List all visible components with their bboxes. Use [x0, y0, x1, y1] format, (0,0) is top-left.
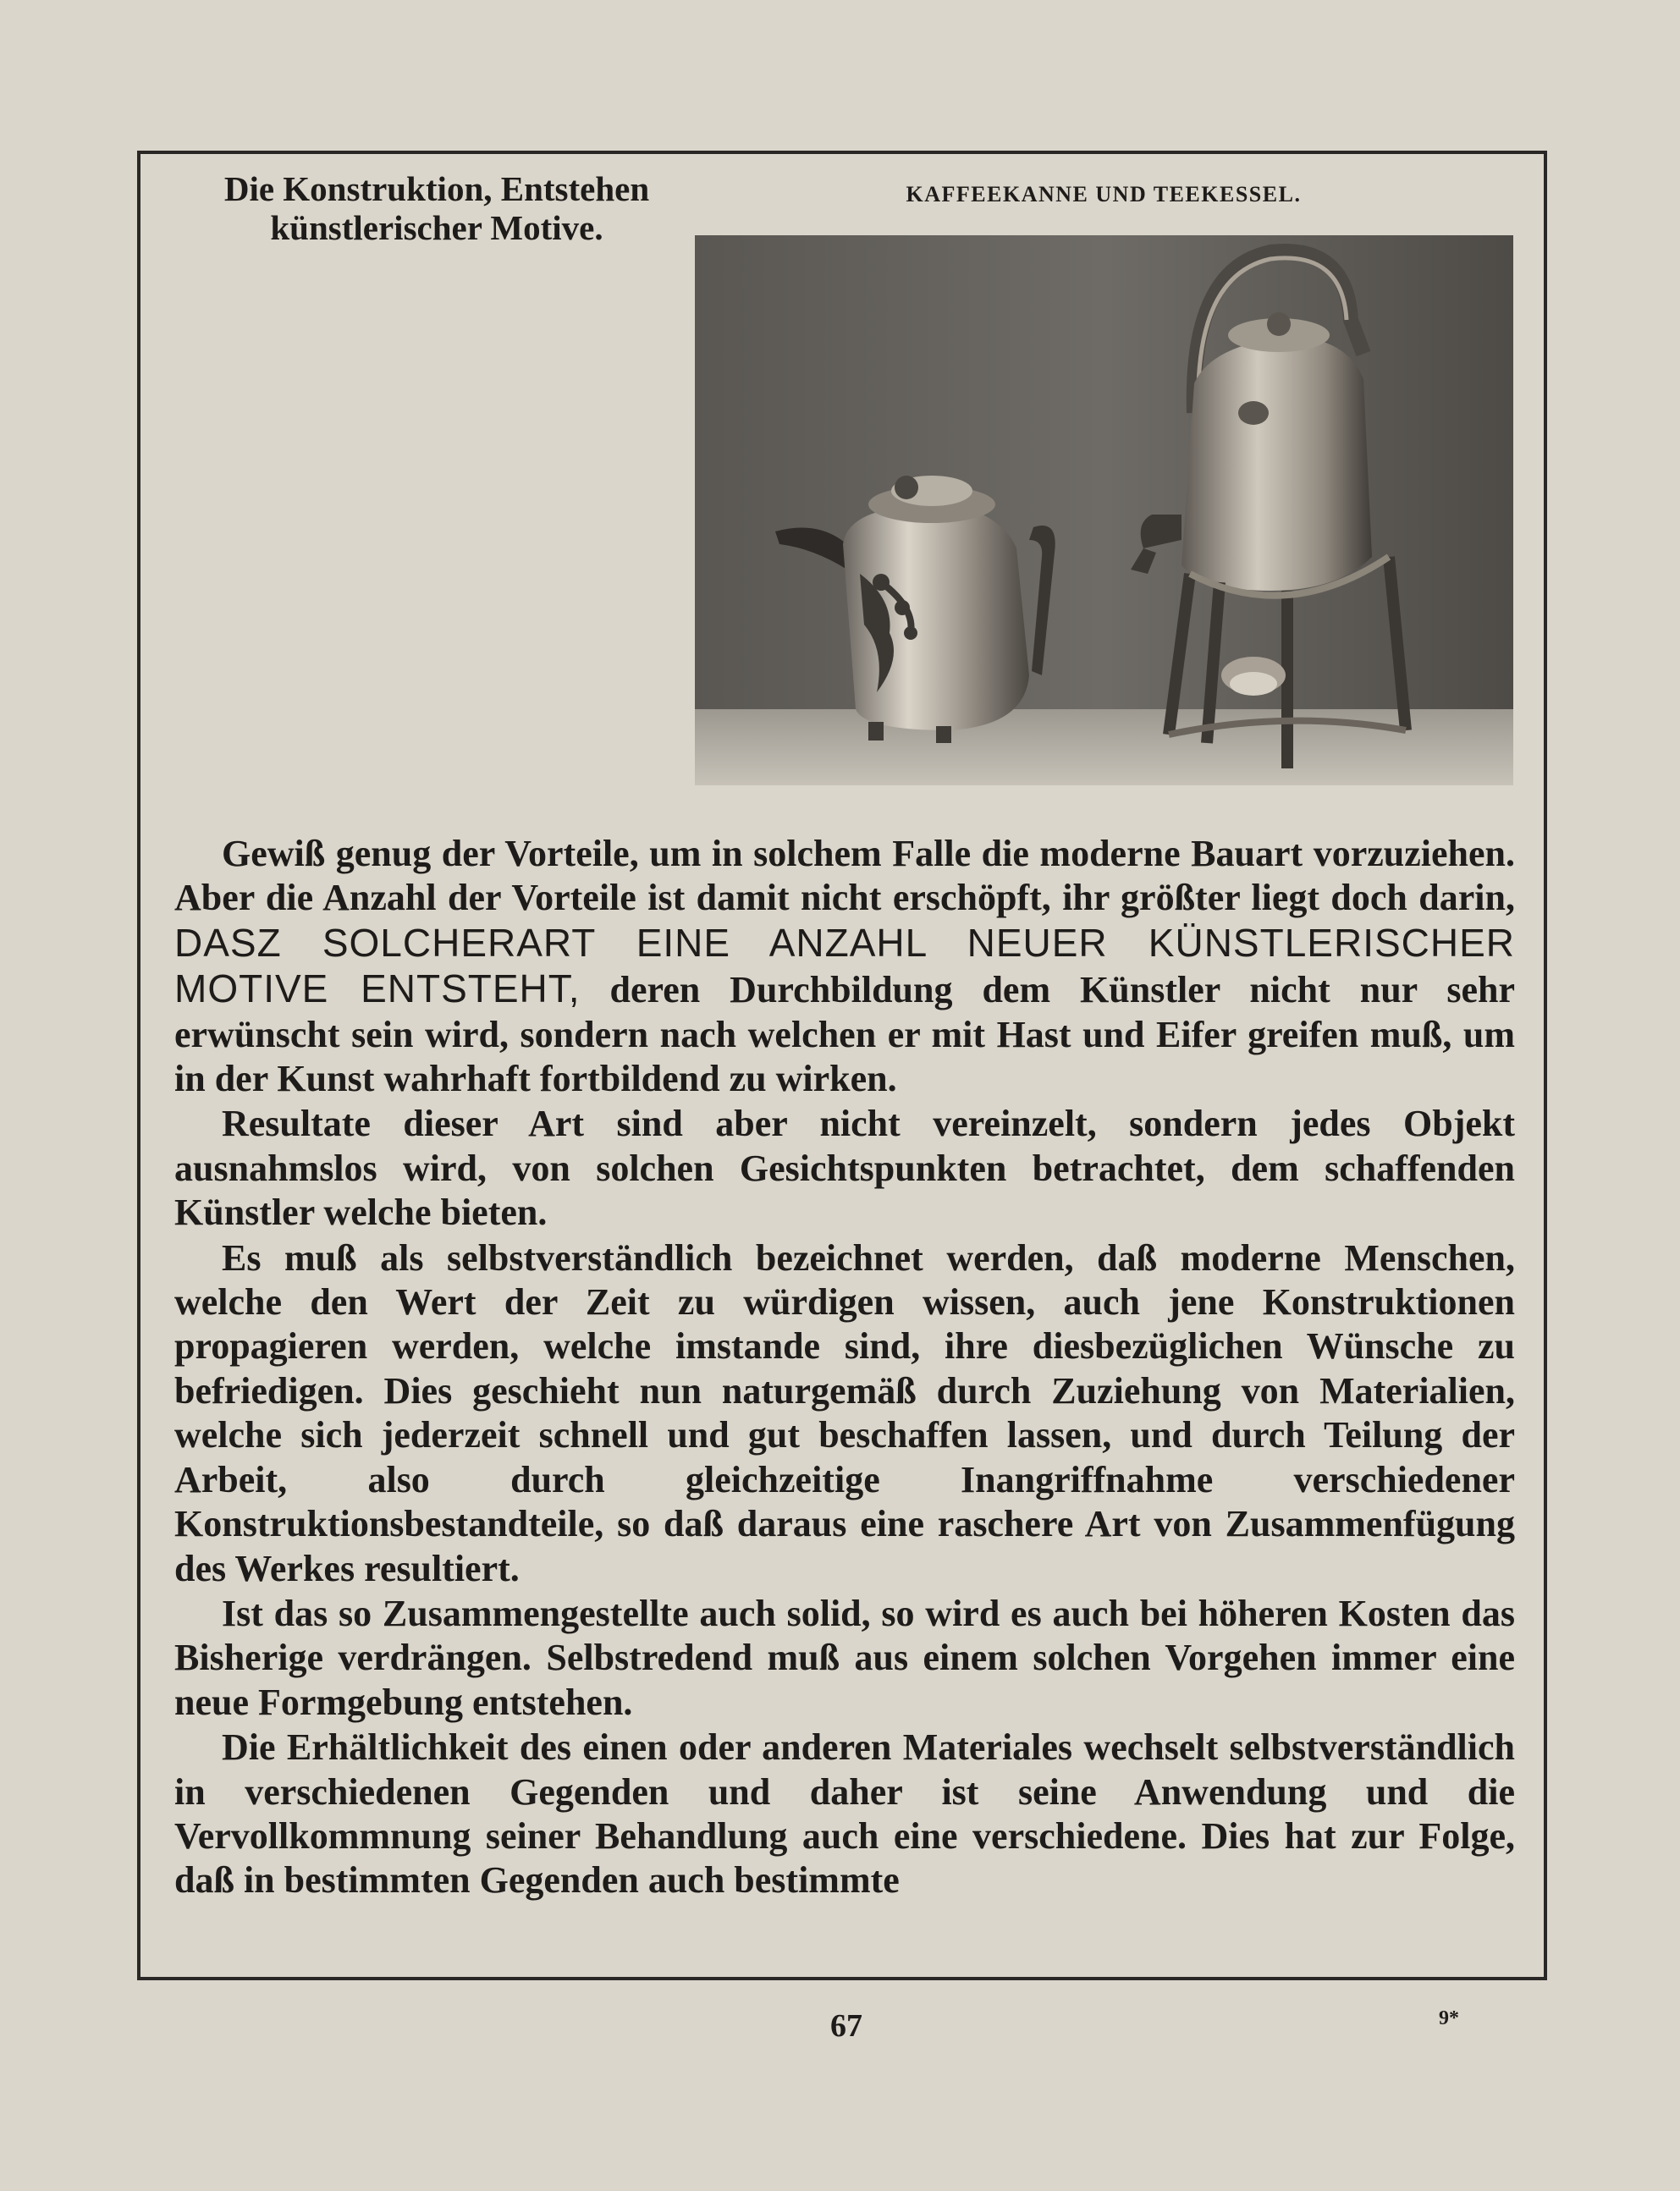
paragraph-1-after: deren Durchbildung dem Künstler nicht nur sehr erwünscht sein wird, sondern nach welchen er mit Hast und Eifer greifen muß, um in der Kunst wahrhaft fortbildend zu wirken. [174, 969, 1515, 1100]
page-number: 67 [830, 2008, 862, 2044]
paragraph-1 [174, 832, 1515, 1101]
running-head-line-2: künstlerischer Motive. [270, 208, 603, 247]
paragraph-4: Ist das so Zusammengestellte auch solid, so wird es auch bei höheren Kosten das Bisherige verdrängen. Selbstredend muß aus einem solchen Vorgehen immer eine neue Formgebung entstehen. [174, 1592, 1515, 1723]
paragraph-3: Es muß als selbstverständlich bezeichnet werden, daß moderne Menschen, welche den Wert der Zeit zu würdigen wissen, auch jene Konstruktionen propagieren werden, welche imstande sind, ihre diesbezüglichen Wünsche zu befriedigen. Dies geschieht nun naturgemäß durch Zuziehung von Materialien, welche sich jederzeit schnell und gut beschaffen lassen, und durch Teilung der Arbeit, also durch gleichzeitige Inangriffnahme verschiedener Konstruktionsbestandteile, so daß daraus eine raschere Art von Zusammenfügung des Werkes resultiert. [174, 1236, 1515, 1589]
running-head [174, 169, 699, 247]
paragraph-1-before: Gewiß genug der Vorteile, um in solchem Falle die moderne Bauart vorzuziehen. Aber die Anzahl der Vorteile ist damit nicht erschöpft, ihr größter liegt doch darin, [174, 833, 1515, 919]
paragraph-2: Resultate dieser Art sind aber nicht vereinzelt, sondern jedes Objekt ausnahmslos wird, von solchen Gesichtspunkten betrachtet, dem schaffenden Künstler welche bieten. [174, 1103, 1515, 1234]
photo-coffee-pot-and-kettle [695, 235, 1513, 785]
signature-mark: 9* [1439, 2007, 1459, 2029]
figure-caption: KAFFEEKANNE UND TEEKESSEL. [906, 182, 1302, 206]
body-text [174, 832, 1515, 1903]
running-head-line-1: Die Konstruktion, Entstehen [223, 169, 650, 208]
paragraph-1-emphasis: DASZ SOLCHERART EINE ANZAHL NEUER KÜNSTLERISCHER MOTIVE ENTSTEHT, [174, 920, 1515, 1011]
paragraph-5: Die Erhältlichkeit des einen oder anderen Materiales wechselt selbstverständlich in verschiedenen Gegenden und daher ist seine Anwendung und die Vervollkommnung seiner Behandlung auch eine verschiedene. Dies hat zur Folge, daß in bestimmten Gegenden auch bestimmte [174, 1726, 1515, 1902]
